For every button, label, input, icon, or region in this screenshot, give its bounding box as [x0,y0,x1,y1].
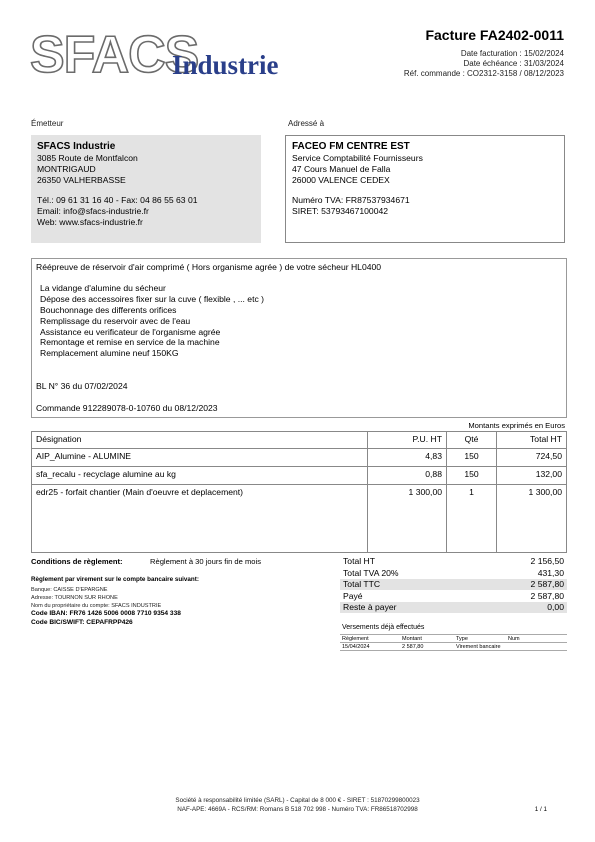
bank-name: Banque: CAISSE D'EPARGNE [31,587,108,593]
cell-designation: sfa_recalu - recyclage alumine au kg [32,467,368,485]
invoice-title: Facture FA2402-0011 [425,27,564,43]
due-date: Date échéance : 31/03/2024 [463,59,564,68]
header-total: Total HT [497,432,567,449]
total-vat-row [340,568,567,580]
payments-title: Versements déjà effectués [342,624,425,631]
recipient-name: FACEO FM CENTRE EST [292,141,410,152]
description-item: Remplissage du reservoir avec de l'eau [40,315,191,326]
header-designation: Désignation [32,432,368,449]
total-value: 431,30 [537,567,564,578]
total-label: Total TTC [343,579,381,590]
payment-date: 15/04/2024 [340,643,400,651]
total-value: 0,00 [547,602,564,613]
emitter-address-2: MONTRIGAUD [37,164,96,174]
bank-transfer-label: Règlement par virement sur le compte bancaire suivant: [31,576,199,583]
description-block [31,258,567,418]
payments-header-row [340,635,567,643]
total-label: Total TVA 20% [343,567,399,578]
cell-unit-price: 4,83 [368,449,447,467]
cell-quantity: 150 [447,467,497,485]
bank-bic: Code BIC/SWIFT: CEPAFRPP426 [31,619,133,626]
paid-row [340,591,567,603]
cell-designation: edr25 - forfait chantier (Main d'oeuvre et deplacement) [32,485,368,553]
remaining-row [340,602,567,614]
payments-header-amount: Montant [400,635,454,643]
description-item: Bouchonnage des differents orifices [40,304,177,315]
cell-total: 1 300,00 [497,485,567,553]
payments-table [340,634,567,651]
emitter-block [31,135,261,243]
delivery-note: BL N° 36 du 07/02/2024 [36,381,128,392]
order-line: Commande 912289078-0-10760 du 08/12/2023 [36,403,218,414]
total-value: 2 587,80 [530,579,564,590]
total-value: 2 587,80 [530,590,564,601]
table-row [32,485,567,553]
total-label: Reste à payer [343,602,397,613]
order-reference: Réf. commande : CO2312-3158 / 08/12/2023 [403,69,564,78]
description-item: La vidange d'alumine du sécheur [40,282,166,293]
emitter-phone: Tél.: 09 61 31 16 40 - Fax: 04 86 55 63 01 [37,195,198,205]
recipient-label: Adressé à [288,119,325,128]
table-row [32,449,567,467]
total-label: Total HT [343,556,375,566]
cell-total: 132,00 [497,467,567,485]
total-ttc-row [340,579,567,591]
logo-brand: SFACS [30,26,199,84]
payment-amount: 2 587,80 [400,643,454,651]
emitter-address-3: 26350 VALHERBASSE [37,175,126,185]
description-title: Réépreuve de réservoir d'air comprimé ( Hors organisme agrée ) de votre sécheur HL0400 [36,262,382,272]
total-value: 2 156,50 [530,556,564,566]
emitter-address-1: 3085 Route de Montfalcon [37,153,138,163]
payment-type: Virement bancaire [454,643,506,651]
header-quantity: Qté [447,432,497,449]
payments-row [340,643,567,651]
currency-note: Montants exprimés en Euros [468,421,565,430]
footer-legal-2: NAF-APE: 4669A - RCS/RM: Romans B 518 702 998 - Numéro TVA: FR86518702998 [177,806,418,813]
payments-header-type: Type [454,635,506,643]
cell-unit-price: 0,88 [368,467,447,485]
totals-block [340,556,567,614]
header-unit-price: P.U. HT [368,432,447,449]
cell-designation: AIP_Alumine - ALUMINE [32,449,368,467]
description-item: Remplacement alumine neuf 150KG [40,348,179,359]
emitter-email[interactable]: Email: info@sfacs-industrie.fr [37,206,149,216]
recipient-line-2: 47 Cours Manuel de Falla [292,164,391,174]
bank-address: Adresse: TOURNON SUR RHONE [31,595,118,601]
payments-header-num: Num [506,635,567,643]
payment-num [506,643,567,651]
table-header-row [32,432,567,449]
footer-legal-1: Société à responsabilité limitée (SARL) - Capital de 8 000 € - SIRET : 51870299800023 [175,797,420,804]
account-owner: Nom du propriétaire du compte: SFACS INDUSTRIE [31,603,162,609]
page-number: 1 / 1 [534,806,547,813]
invoice-date: Date facturation : 15/02/2024 [460,49,564,58]
table-row [32,467,567,485]
payment-terms-value: Règlement à 30 jours fin de mois [150,557,262,566]
emitter-name: SFACS Industrie [37,141,116,152]
total-ht-row [340,556,567,568]
payment-terms-label: Conditions de règlement: [31,557,123,566]
recipient-vat: Numéro TVA: FR87537934671 [292,195,410,205]
total-label: Payé [343,590,363,601]
company-logo [30,26,290,86]
recipient-line-1: Service Comptabilité Fournisseurs [292,153,423,163]
cell-quantity: 1 [447,485,497,553]
payments-header-date: Règlement [340,635,400,643]
logo-suffix: Industrie [172,50,279,80]
emitter-website[interactable]: Web: www.sfacs-industrie.fr [37,217,143,227]
invoice-lines-table [31,431,567,553]
cell-total: 724,50 [497,449,567,467]
bank-iban: Code IBAN: FR76 1426 5006 0008 7710 9354 338 [31,610,181,617]
recipient-line-3: 26000 VALENCE CEDEX [292,175,390,185]
description-item: Remontage et remise en service de la machine [40,337,220,348]
cell-unit-price: 1 300,00 [368,485,447,553]
recipient-block [285,135,565,243]
description-item: Assistance eu verificateur de l'organisme agrée [40,326,221,337]
emitter-label: Émetteur [31,119,64,128]
description-item: Dépose des accessoires fixer sur la cuve ( flexible , ... etc ) [40,293,265,304]
cell-quantity: 150 [447,449,497,467]
recipient-siret: SIRET: 53793467100042 [292,206,389,216]
